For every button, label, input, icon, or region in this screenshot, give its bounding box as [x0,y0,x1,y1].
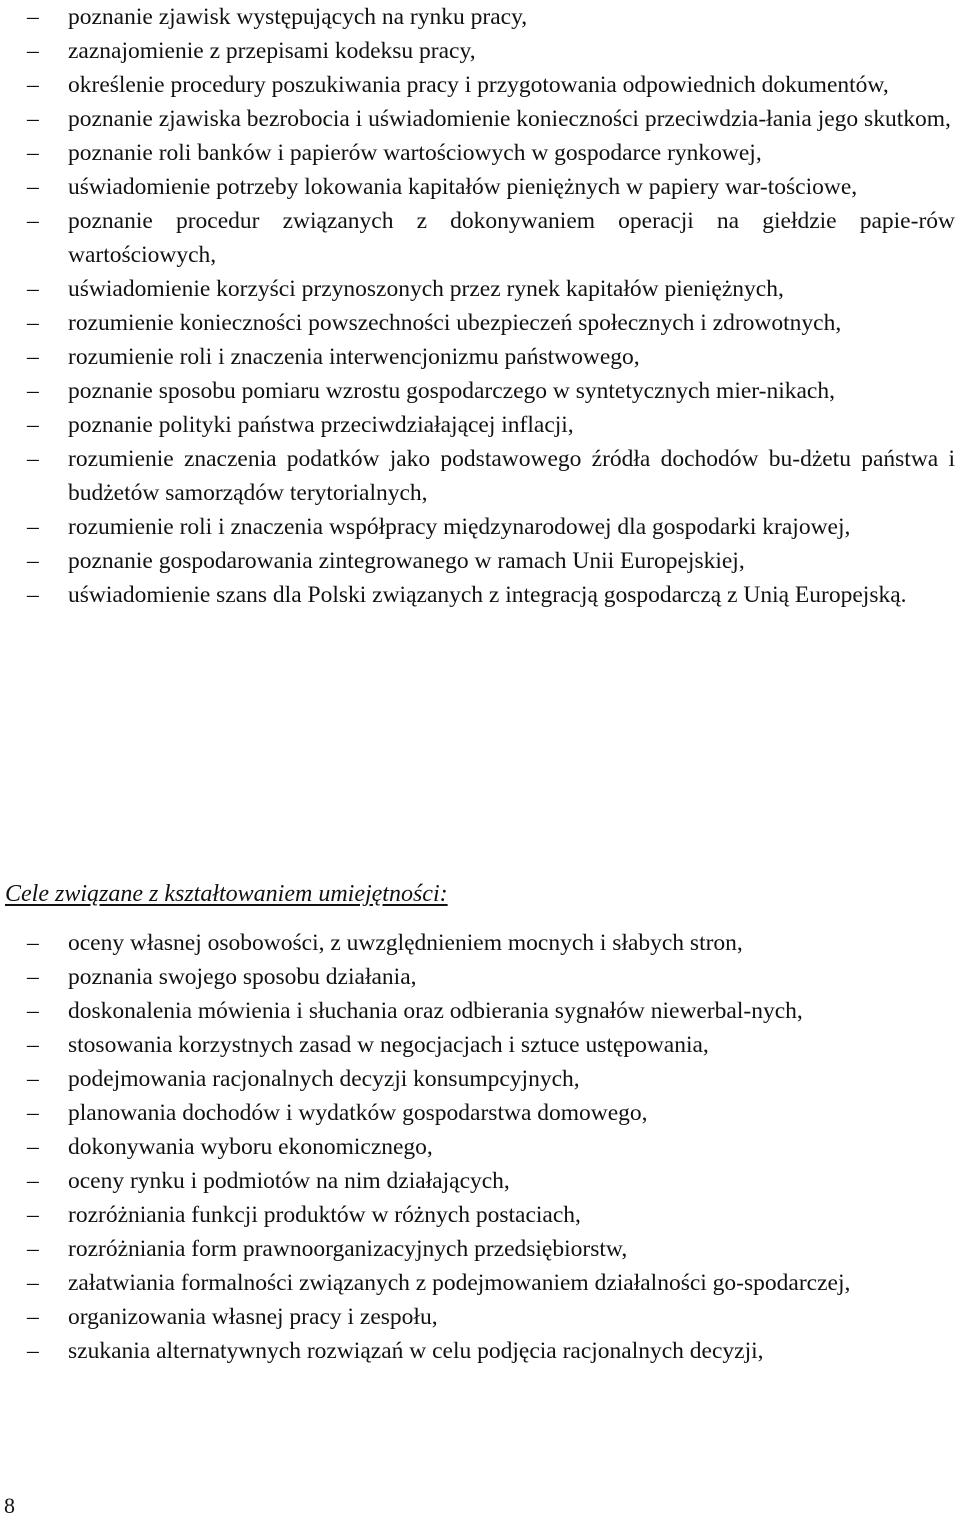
dash-bullet: – [27,1304,39,1330]
list-item-text: zaznajomienie z przepisami kodeksu pracy, [68,38,476,64]
list-item-text: poznanie procedur związanych z dokonywaniem operacji na giełdzie papie-rów wartościowych, [68,208,955,268]
list-item-text: poznanie zjawiska bezrobocia i uświadomienie konieczności przeciwdzia-łania jego skutkom, [68,106,951,132]
list-item-text: uświadomienie potrzeby lokowania kapitałów pieniężnych w papiery war-tościowe, [68,174,858,200]
list-item-text: doskonalenia mówienia i słuchania oraz odbierania sygnałów niewerbal-nych, [68,998,803,1024]
dash-bullet: – [27,930,39,956]
list-item [0,272,955,306]
dash-bullet: – [27,1270,39,1296]
list-item [0,102,955,136]
list-item-text: organizowania własnej pracy i zespołu, [68,1304,438,1330]
list-item-text: dokonywania wyboru ekonomicznego, [68,1134,433,1160]
list-item-text: rozróżniania funkcji produktów w różnych postaciach, [68,1202,581,1228]
list-item-text: rozumienie roli i znaczenia interwencjonizmu państwowego, [68,344,640,370]
page-number: 8 [4,1493,15,1518]
dash-bullet: – [27,1338,39,1364]
list-item-text: rozróżniania form prawnoorganizacyjnych przedsiębiorstw, [68,1236,628,1262]
dash-bullet: – [27,1100,39,1126]
list-item-text: podejmowania racjonalnych decyzji konsumpcyjnych, [68,1066,580,1092]
list-item [0,408,955,442]
list-item [0,1232,955,1266]
list-item-text: uświadomienie korzyści przynoszonych przez rynek kapitałów pieniężnych, [68,276,784,302]
section-heading: Cele związane z kształtowaniem umiejętności: [5,881,448,907]
list-item [0,34,955,68]
dash-bullet: – [27,72,39,98]
list-item-text: uświadomienie szans dla Polski związanych z integracją gospodarczą z Unią Europejską. [68,582,907,608]
list-item [0,1198,955,1232]
list-item [0,1028,955,1062]
dash-bullet: – [27,964,39,990]
list-item-text: oceny własnej osobowości, z uwzględnieniem mocnych i słabych stron, [68,930,743,956]
list-item [0,544,955,578]
dash-bullet: – [27,1236,39,1262]
list-item [0,510,955,544]
dash-bullet: – [27,1168,39,1194]
list-item-text: poznanie zjawisk występujących na rynku pracy, [68,4,528,30]
list-item-text: załatwiania formalności związanych z podejmowaniem działalności go-spodarczej, [68,1270,851,1296]
list-item-text: rozumienie znaczenia podatków jako podstawowego źródła dochodów bu-dżetu państwa i budżetów samorządów terytorialnych, [68,446,955,506]
dash-bullet: – [27,344,39,370]
list-item [0,340,955,374]
list-item [0,1096,955,1130]
list-item [0,960,955,994]
dash-bullet: – [27,140,39,166]
list-item-text: poznanie polityki państwa przeciwdziałającej inflacji, [68,412,574,438]
list-item-text: poznanie roli banków i papierów wartościowych w gospodarce rynkowej, [68,140,762,166]
list-item [0,136,955,170]
list-item [0,306,955,340]
list-item [0,68,955,102]
dash-bullet: – [27,106,39,132]
list-item [0,204,955,272]
dash-bullet: – [27,378,39,404]
list-item-text: oceny rynku i podmiotów na nim działających, [68,1168,510,1194]
skills-goals-list [0,926,955,1368]
dash-bullet: – [27,4,39,30]
dash-bullet: – [27,412,39,438]
dash-bullet: – [27,310,39,336]
dash-bullet: – [27,1066,39,1092]
list-item [0,1266,955,1300]
list-item-text: poznanie gospodarowania zintegrowanego w ramach Unii Europejskiej, [68,548,745,574]
dash-bullet: – [27,446,39,472]
list-item-text: stosowania korzystnych zasad w negocjacjach i sztuce ustępowania, [68,1032,709,1058]
dash-bullet: – [27,1134,39,1160]
list-item [0,578,955,612]
dash-bullet: – [27,1202,39,1228]
dash-bullet: – [27,548,39,574]
list-item [0,1334,955,1368]
list-item [0,1164,955,1198]
list-item-text: rozumienie konieczności powszechności ubezpieczeń społecznych i zdrowotnych, [68,310,842,336]
list-item [0,1300,955,1334]
list-item [0,1130,955,1164]
dash-bullet: – [27,582,39,608]
dash-bullet: – [27,174,39,200]
list-item-text: poznania swojego sposobu działania, [68,964,417,990]
list-item [0,374,955,408]
dash-bullet: – [27,208,39,234]
list-item-text: szukania alternatywnych rozwiązań w celu podjęcia racjonalnych decyzji, [68,1338,764,1364]
list-item-text: określenie procedury poszukiwania pracy i przygotowania odpowiednich dokumentów, [68,72,889,98]
list-item [0,0,955,34]
list-item [0,1062,955,1096]
list-item [0,926,955,960]
dash-bullet: – [27,1032,39,1058]
dash-bullet: – [27,998,39,1024]
list-item-text: poznanie sposobu pomiaru wzrostu gospodarczego w syntetycznych mier-nikach, [68,378,835,404]
list-item [0,170,955,204]
knowledge-goals-list [0,0,955,612]
dash-bullet: – [27,514,39,540]
dash-bullet: – [27,276,39,302]
list-item [0,442,955,510]
list-item-text: planowania dochodów i wydatków gospodarstwa domowego, [68,1100,648,1126]
list-item-text: rozumienie roli i znaczenia współpracy międzynarodowej dla gospodarki krajowej, [68,514,851,540]
dash-bullet: – [27,38,39,64]
list-item [0,994,955,1028]
